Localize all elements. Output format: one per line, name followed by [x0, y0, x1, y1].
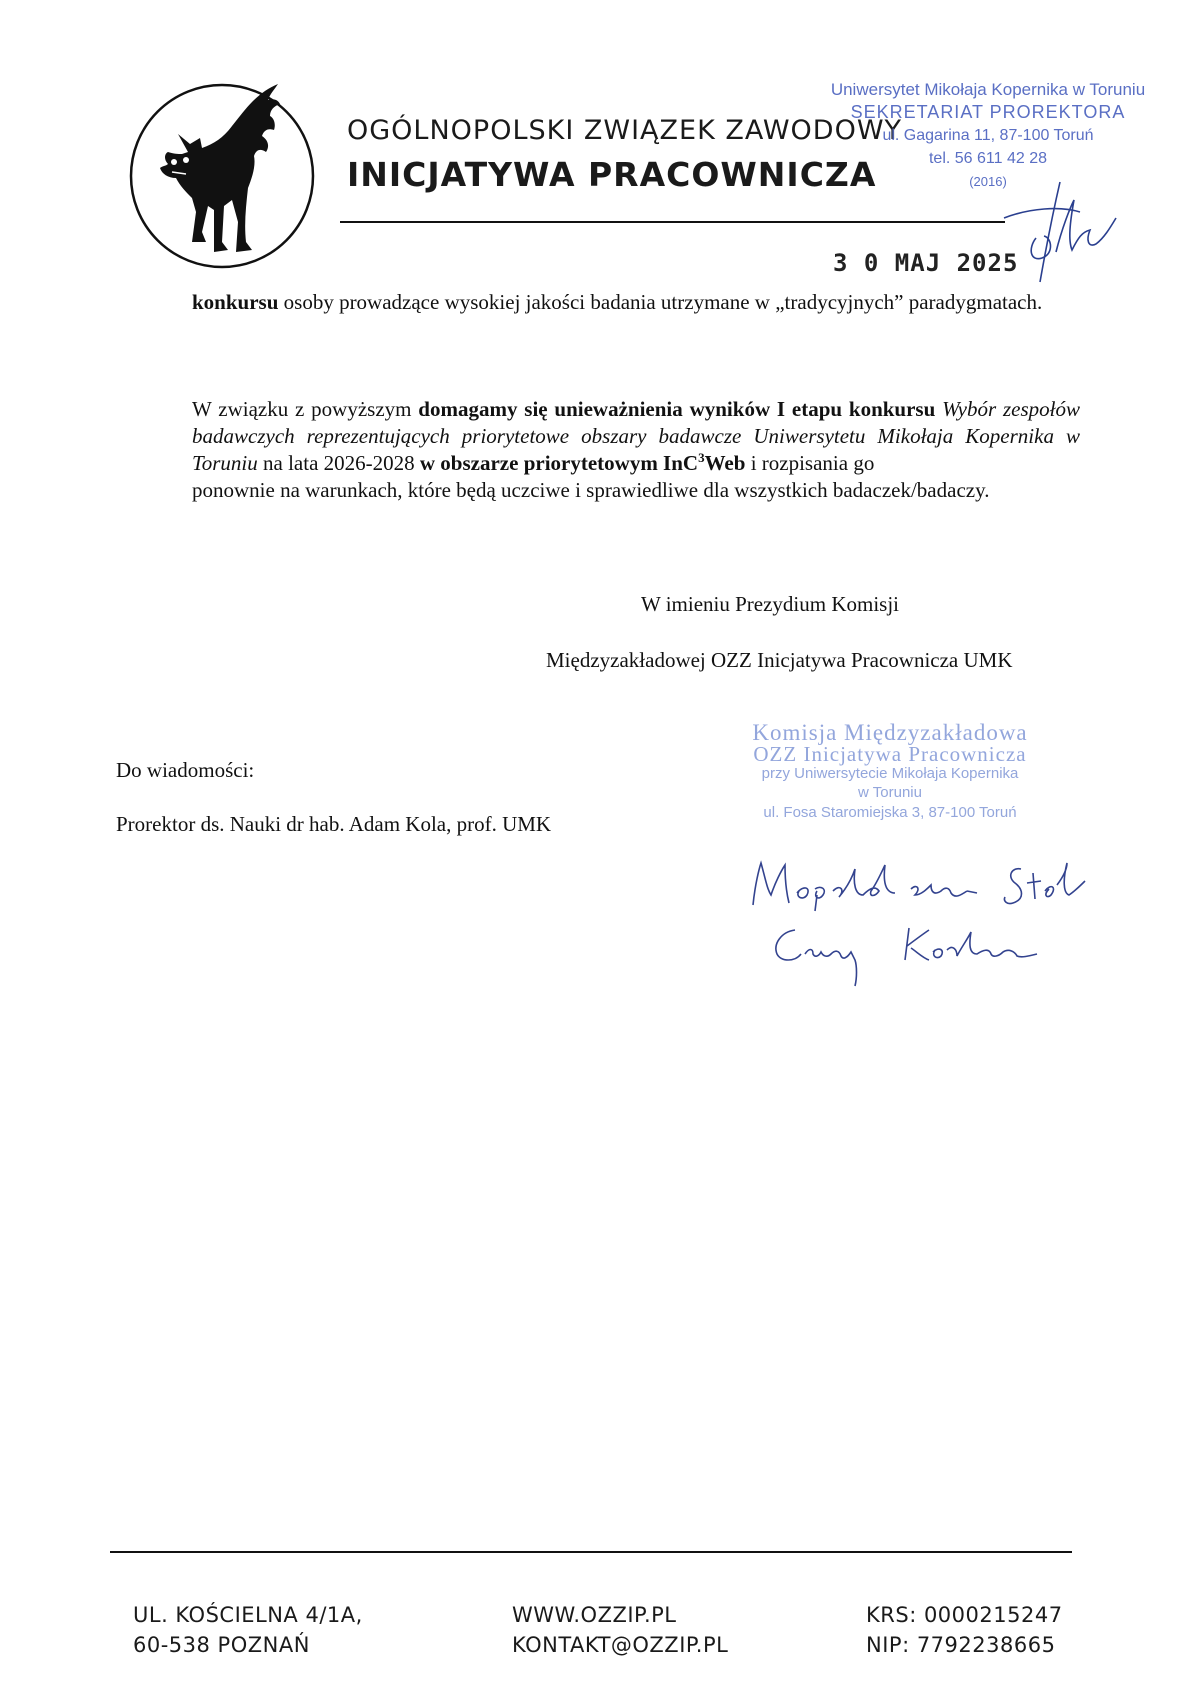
demand-tail: i rozpisania go [745, 451, 875, 475]
commission-stamp [720, 722, 1060, 824]
footer-address-line1: UL. KOŚCIELNA 4/1A, [133, 1603, 363, 1627]
signature-line2: Międzyzakładowej OZZ Inicjatywa Pracownicza UMK [546, 648, 1013, 672]
footer-website: WWW.OZZIP.PL [512, 1603, 677, 1627]
handwritten-signature-2 [765, 920, 1065, 990]
cc-label: Do wiadomości: [116, 758, 255, 782]
stamp-university: Uniwersytet Mikołaja Kopernika w Toruniu [830, 80, 1146, 99]
footer-divider [110, 1551, 1072, 1553]
demand-last-line: ponownie na warunkach, które będą uczciwe i sprawiedliwe dla wszystkich badaczek/badaczy. [192, 478, 990, 502]
area-bold-web: Web [704, 451, 746, 475]
competition-title: Wybór zespołów badawczych reprezentujących priorytetowe obszary badawcze Uniwersytetu Mikołaja Kopernika w Toruniu [192, 397, 1080, 475]
handwritten-signature-1 [745, 855, 1125, 915]
footer-address-line2: 60-538 POZNAŃ [133, 1633, 310, 1657]
paragraph-demand [192, 396, 1080, 504]
commission-stamp-line2: OZZ Inicjatywa Pracownicza [753, 742, 1027, 766]
commission-stamp-line3: przy Uniwersytecie Mikołaja Kopernika [761, 765, 1019, 782]
stamp-office: SEKRETARIAT PROREKTORA [850, 102, 1126, 122]
footer-email: KONTAKT@OZZIP.PL [512, 1633, 729, 1657]
received-date: 3 0 MAJ 2025 [833, 249, 1019, 277]
years-text: na lata 2026-2028 [257, 451, 420, 475]
stamp-address: ul. Gagarina 11, 87-100 Toruń [882, 127, 1094, 144]
signature-line1: W imieniu Prezydium Komisji [641, 592, 900, 616]
paragraph-1-text: osoby prowadzące wysokiej jakości badania utrzymane w „tradycyjnych” paradygmatach. [278, 290, 1043, 314]
commission-stamp-line5: ul. Fosa Staromiejska 3, 87-100 Toruń [763, 804, 1017, 821]
stamp-year: (2016) [969, 174, 1007, 189]
demand-bold: domagamy się unieważnienia wyników I etapu konkursu [418, 397, 936, 421]
black-cat-icon [128, 82, 316, 270]
org-name-line2: INICJATYWA PRACOWNICZA [347, 155, 877, 194]
area-sup: 3 [698, 450, 705, 465]
initials-signature [1000, 178, 1120, 288]
commission-stamp-line4: w Toruniu [858, 784, 922, 801]
commission-stamp-line1: Komisja Międzyzakładowa [752, 720, 1028, 745]
bold-konkursu: konkursu [192, 290, 279, 314]
stamp-phone: tel. 56 611 42 28 [928, 150, 1048, 167]
cc-recipient: Prorektor ds. Nauki dr hab. Adam Kola, prof. UMK [116, 812, 552, 836]
footer-krs: KRS: 0000215247 [866, 1603, 1063, 1627]
footer-nip: NIP: 7792238665 [866, 1633, 1056, 1657]
footer-registry [866, 1600, 1063, 1660]
footer-contact [512, 1600, 728, 1660]
received-stamp [828, 78, 1148, 193]
footer-address [133, 1600, 363, 1660]
area-bold: w obszarze priorytetowym InC [419, 451, 699, 475]
header-divider [340, 221, 1005, 223]
paragraph-continuation [192, 289, 1080, 316]
demand-intro: W związku z powyższym [192, 397, 419, 421]
org-name-line1: OGÓLNOPOLSKI ZWIĄZEK ZAWODOWY [347, 115, 903, 146]
